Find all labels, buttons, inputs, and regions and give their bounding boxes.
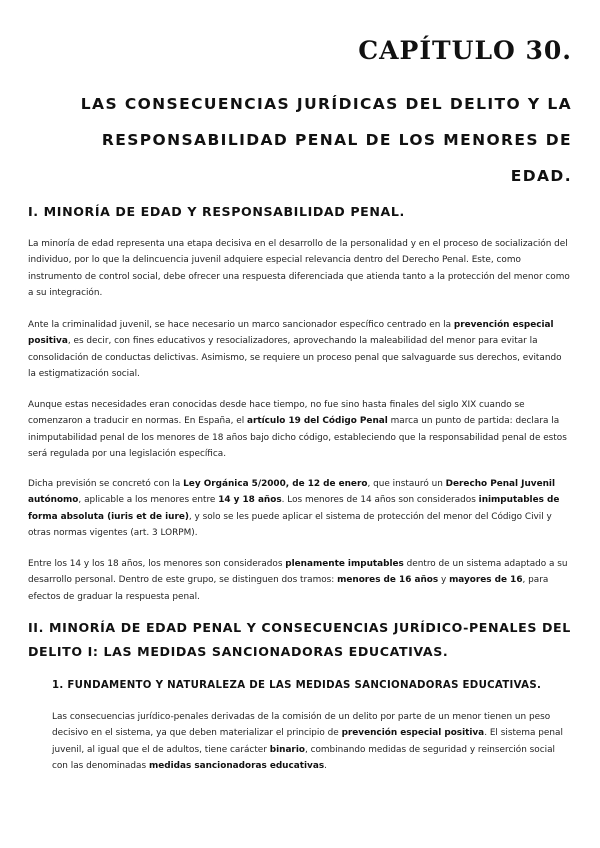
emphasis-term: Derecho Penal Juvenil autónomo: [28, 479, 555, 506]
emphasis-term: inimputables de forma absoluta (iuris et de iure): [28, 495, 560, 522]
section-1-paragraph-1: La minoría de edad representa una etapa decisiva en el desarrollo de la personalidad y en el proceso de socialización del individuo, por lo que la delincuencia juvenil adquiere especial relevancia dentro del Derecho Penal. Este, como instrumento de control social, debe ofrecer una respuesta diferenciada que atienda tanto a la protección del menor como a su integración.: [28, 239, 570, 298]
emphasis-term: prevención especial positiva: [28, 320, 554, 347]
section-1-paragraph-2: Ante la criminalidad juvenil, se hace necesario un marco sancionador específico centrado en la prevención especial positiva, es decir, con fines educativos y resocializadores, aprovechando la maleabilidad del menor para evitar la consolidación de conductas delictivas. Asimismo, se requiere un proceso penal que salvaguarde sus derechos, evitando la estigmatización social.: [28, 320, 562, 379]
section-1-paragraph-4: Dicha previsión se concretó con la Ley Orgánica 5/2000, de 12 de enero, que instauró un Derecho Penal Juvenil autónomo, aplicable a los menores entre 14 y 18 años. Los menores de 14 años son considerados inimputables de forma absoluta (iuris et de iure), y solo se les puede aplicar el sistema de protección del menor del Código Civil y otras normas vigentes (art. 3 LORPM).: [28, 479, 560, 538]
emphasis-term: medidas sancionadoras educativas: [148, 760, 325, 771]
chapter-title: CAPÍTULO 30.: [358, 36, 572, 65]
emphasis-term: menores de 16 años: [337, 575, 439, 586]
subsection-1-heading: 1. FUNDAMENTO Y NATURALEZA DE LAS MEDIDAS SANCIONADORAS EDUCATIVAS.: [52, 680, 542, 691]
emphasis-term: prevención especial positiva: [341, 728, 485, 739]
section-1-paragraph-5: Entre los 14 y los 18 años, los menores son considerados plenamente imputables dentro de un sistema adaptado a su desarrollo personal. Dentro de este grupo, se distinguen dos tramos: menores de 16 años y mayores de 16, para efectos de graduar la respuesta penal.: [28, 559, 568, 602]
chapter-subtitle: LAS CONSECUENCIAS JURÍDICAS DEL DELITO Y LA RESPONSABILIDAD PENAL DE LOS MENORES DE EDAD.: [80, 95, 572, 185]
subsection-1-paragraph-1: Las consecuencias jurídico-penales derivadas de la comisión de un delito por parte de un menor tienen un peso decisivo en el sistema, ya que deben materializar el principio de prevención especial positiva. El sistema penal juvenil, al igual que el de adultos, tiene carácter binario, combinando medidas de seguridad y reinserción social con las denominadas medidas sancionadoras educativas.: [52, 712, 563, 771]
emphasis-term: Ley Orgánica 5/2000, de 12 de enero: [183, 479, 368, 489]
emphasis-term: mayores de 16: [449, 575, 523, 586]
emphasis-term: artículo 19 del Código Penal: [246, 416, 388, 427]
section-2-heading: II. MINORÍA DE EDAD PENAL Y CONSECUENCIAS JURÍDICO-PENALES DEL DELITO I: LAS MEDIDAS SANCIONADORAS EDUCATIVAS.: [28, 620, 571, 659]
section-1-paragraph-3: Aunque estas necesidades eran conocidas desde hace tiempo, no fue sino hasta finales del siglo XIX cuando se comenzaron a traducir en normas. En España, el artículo 19 del Código Penal marca un punto de partida: declara la inimputabilidad penal de los menores de 18 años bajo dicho código, estableciendo que la responsabilidad penal de estos será regulada por una legislación específica.: [28, 400, 567, 459]
emphasis-term: plenamente imputables: [285, 559, 404, 569]
section-1-heading: I. MINORÍA DE EDAD Y RESPONSABILIDAD PENAL.: [28, 204, 405, 219]
emphasis-term: binario: [269, 744, 305, 755]
emphasis-term: 14 y 18 años: [218, 495, 282, 506]
